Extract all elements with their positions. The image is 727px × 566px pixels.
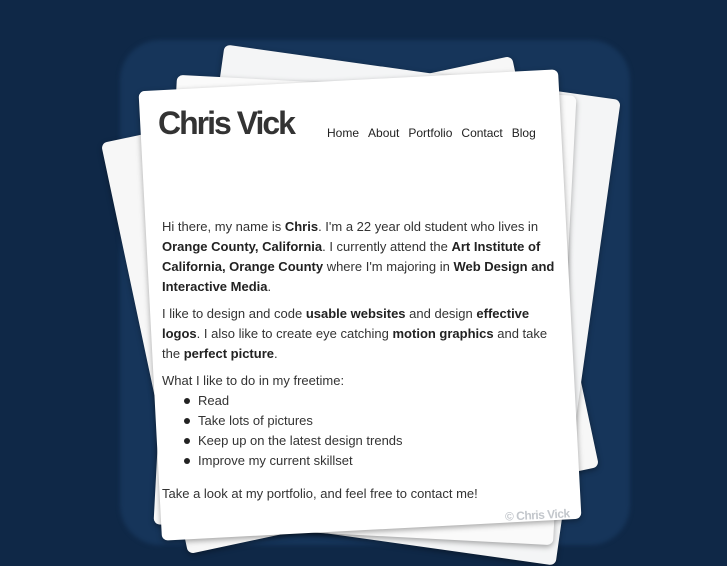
nav-about[interactable]: About xyxy=(368,126,400,140)
body-text: Hi there, my name is xyxy=(162,219,285,234)
emphasis-text: usable websites xyxy=(305,306,406,321)
skills-paragraph xyxy=(162,304,562,364)
body-text: . I'm a 22 year old student who lives in xyxy=(318,219,539,234)
emphasis-text: Chris xyxy=(284,219,319,234)
main-nav xyxy=(327,126,536,140)
list-item: Take lots of pictures xyxy=(198,411,562,431)
freetime-list xyxy=(162,391,562,471)
page-content xyxy=(150,95,570,535)
list-item: Read xyxy=(198,391,562,411)
nav-blog[interactable]: Blog xyxy=(511,126,536,140)
emphasis-text: Orange County, California xyxy=(162,239,323,254)
body-text: . xyxy=(274,346,278,361)
intro-paragraph xyxy=(162,217,562,297)
body-text: . xyxy=(267,279,272,294)
list-item: Keep up on the latest design trends xyxy=(198,431,562,451)
emphasis-text: perfect picture xyxy=(183,346,274,361)
body-text: and take the xyxy=(162,326,548,361)
emphasis-text: motion graphics xyxy=(392,326,494,341)
site-logo[interactable]: Chris Vick xyxy=(158,105,294,141)
closing-paragraph: Take a look at my portfolio, and feel free to contact me! xyxy=(162,486,478,501)
emphasis-text: Web Design and Interactive Media xyxy=(162,259,555,294)
body-text: . I also like to create eye catching xyxy=(196,326,393,341)
copyright-mark: © Chris Vick xyxy=(504,506,570,524)
freetime-heading: What I like to do in my freetime: xyxy=(162,373,345,388)
emphasis-text: effective logos xyxy=(162,306,530,341)
body-text: . I currently attend the xyxy=(322,239,452,254)
body-text: and design xyxy=(405,306,477,321)
nav-portfolio[interactable]: Portfolio xyxy=(408,126,453,140)
body-text: I like to design and code xyxy=(162,306,306,321)
nav-home[interactable]: Home xyxy=(327,126,360,140)
body-text: where I'm majoring in xyxy=(323,259,454,274)
emphasis-text: Art Institute of California, Orange County xyxy=(162,239,541,274)
about-content xyxy=(162,217,562,511)
nav-contact[interactable]: Contact xyxy=(461,126,503,140)
list-item: Improve my current skillset xyxy=(198,451,562,471)
